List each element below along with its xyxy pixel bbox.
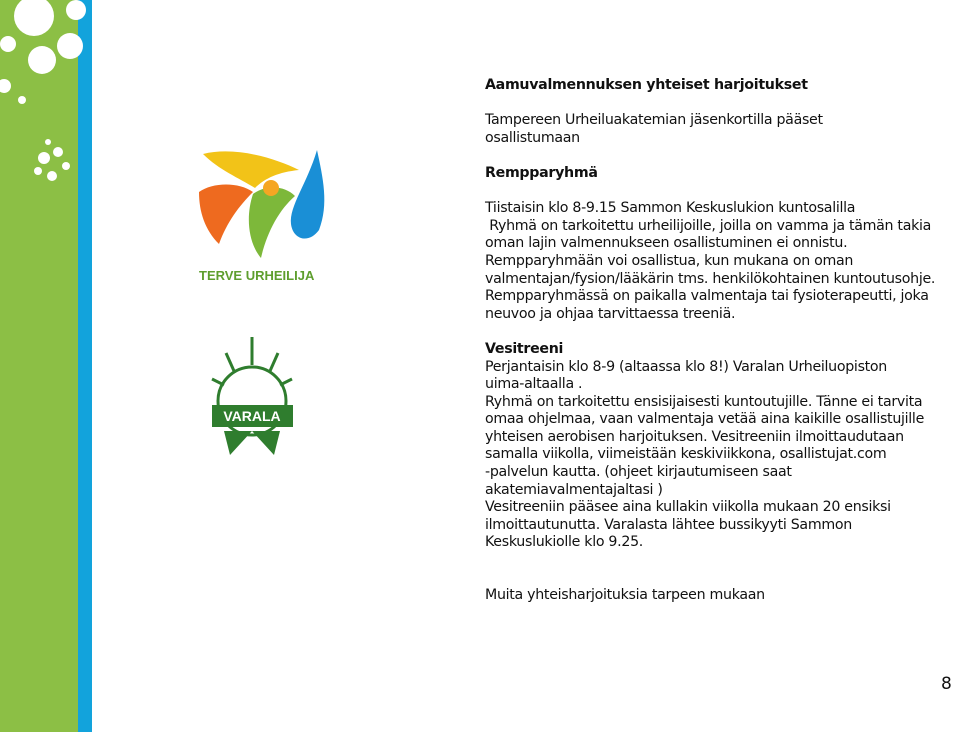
section3-line: ilmoittautunutta. Varalasta lähtee bussikyyti Sammon [485,516,852,533]
section3-line: uima-altaalla . [485,376,583,393]
section1-line: Tampereen Urheiluakatemian jäsenkortilla pääset [485,112,823,129]
section3-line: Vesitreeniin pääsee aina kullakin viikolla mukaan 20 ensiksi [485,499,891,516]
section1-title: Aamuvalmennuksen yhteiset harjoitukset [485,77,808,93]
section3-line: yhteisen aerobisen harjoituksen. Vesitreeniin ilmoittaudutaan [485,428,904,445]
varala-logo-text: VARALA [223,408,281,424]
section3-line: samalla viikolla, viimeistään keskiviikkona, osallistujat.com [485,446,887,463]
page-number: 8 [941,674,952,694]
section2-title: Rempparyhmä [485,164,598,181]
terve-urheilija-logo-text: TERVE URHEILIJA [199,268,315,283]
section2-line: Rempparyhmässä on paikalla valmentaja tai fysioterapeutti, joka [485,288,929,305]
varala-logo [210,335,295,457]
footer-line: Muita yhteisharjoituksia tarpeen mukaan [485,587,765,604]
section3-line: akatemiavalmentajaltasi ) [485,481,663,498]
section2-line: Ryhmä on tarkoitettu urheilijoille, joilla on vamma ja tämän takia [485,217,932,234]
section3-line: Ryhmä on tarkoitettu ensisijaisesti kuntoutujille. Tänne ei tarvita [485,393,923,410]
decorative-bubbles [0,0,96,200]
section2-line: valmentajan/fysion/lääkärin tms. henkilökohtainen kuntoutusohje. [485,270,936,287]
section1-line: osallistumaan [485,129,580,146]
section3-line: Keskuslukiolle klo 9.25. [485,534,644,551]
section2-line: Rempparyhmään voi osallistua, kun mukana on oman [485,252,854,269]
section2-line: oman lajin valmennukseen osallistuminen ei onnistu. [485,235,848,252]
section3-line: omaa ohjelmaa, vaan valmentaja vetää aina kaikille osallistujille [485,411,925,428]
section2-line: neuvoo ja ohjaa tarvittaessa treeniä. [485,305,736,322]
terve-urheilija-logo [195,148,335,288]
section2-line: Tiistaisin klo 8-9.15 Sammon Keskuslukion kuntosalilla [485,200,856,217]
schedule-content [485,77,957,605]
section3-line: Perjantaisin klo 8-9 (altaassa klo 8!) Varalan Urheiluopiston [485,358,887,375]
section3-title: Vesitreeni [485,340,564,357]
section3-line: -palvelun kautta. (ohjeet kirjautumiseen saat [485,464,792,481]
